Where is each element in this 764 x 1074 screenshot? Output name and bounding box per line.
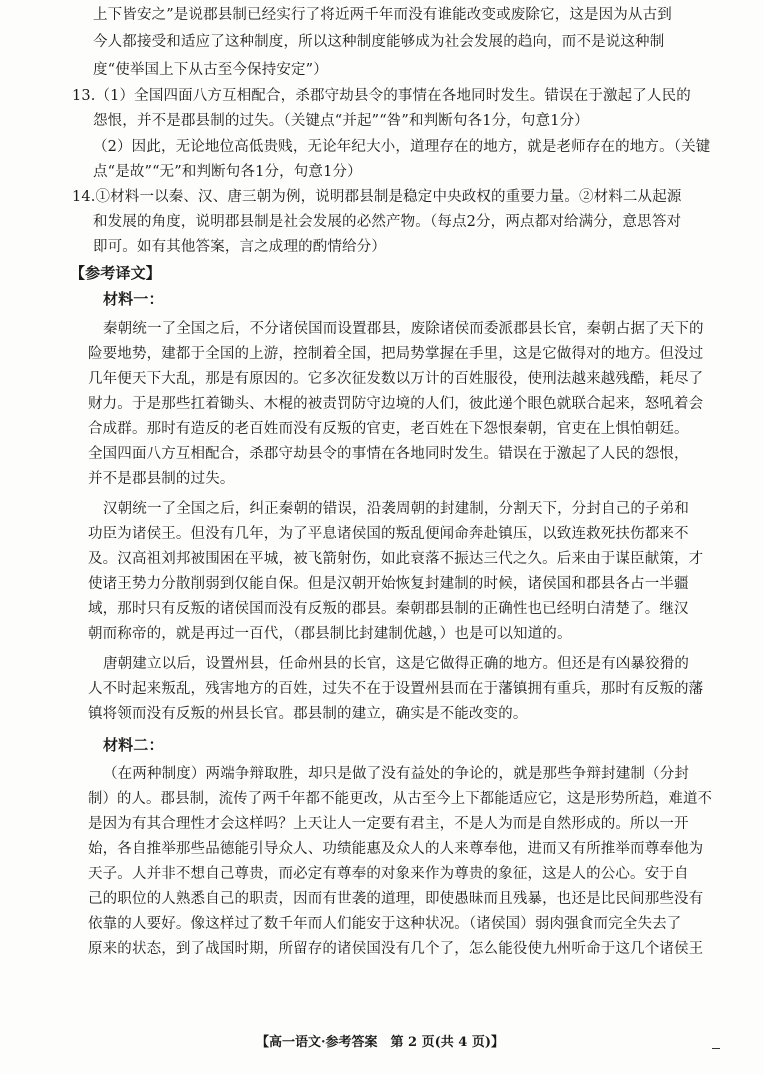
answer-12-line: 今人都接受和适应了这种制度，所以这种制度能够成为社会发展的趋向，而不是说这种制 [93,34,665,50]
answer-12-line: 度“使举国上下从古至今保持安定”） [93,62,328,78]
translation-line: 镇将领而没有反叛的州县长官。郡县制的建立，确实是不能改变的。 [88,706,528,722]
translation-line: 原来的状态，到了战国时期，所留存的诸侯国没有几个了，怎么能役使九州听命于这几个诸侯王 [88,941,704,957]
answer-14-line: 14.①材料一以秦、汉、唐三朝为例，说明郡县制是稳定中央政权的重要力量。②材料二从起源 [72,189,682,205]
translation-line: 险要地势，建都于全国的上游，控制着全国，把局势掌握在手里，这是它做得对的地方。但没过 [88,346,704,362]
material1-title: 材料一： [103,290,164,308]
translation-line: 全国四面八方互相配合，杀郡守劫县令的事情在各地同时发生。错误在于激起了人民的怨恨， [88,446,689,462]
page-footer: 【高一语文·参考答案 第 2 页(共 4 页)】 [255,1035,505,1050]
footer-dash [712,1048,720,1049]
translation-line: 域，那时只有反叛的诸侯国而没有反叛的郡县。秦朝郡县制的正确性也已经明白清楚了。继汉 [88,601,689,617]
translation-line: 依靠的人要好。像这样过了数千年而人们能安于这种状况。（诸侯国）弱肉强食而完全失去了 [88,916,682,932]
translation-line: 始，各自推举那些品德能引导众人、功绩能惠及众人的人来尊奉他，进而又有所推举而尊奉他为 [88,841,704,857]
translation-line: 唐朝建立以后，设置州县，任命州县的长官，这是它做得正确的地方。但还是有凶暴狡猾的 [103,656,689,672]
translation-line: 制）的人。郡县制，流传了两千年都不能更改，从古至今上下都能适应它，这是形势所趋，难道不 [88,791,712,807]
translation-heading: 【参考译文】 [70,264,161,282]
answer-14-line: 和发展的角度，说明郡县制是社会发展的必然产物。（每点2分，两点都对给满分，意思答对 [93,214,682,230]
translation-line: 是因为有其合理性才会这样吗？上天让人一定要有君主，不是人为而是自然形成的。所以一开 [88,816,689,832]
translation-line: 人不时起来叛乱，残害地方的百姓，过失不在于设置州县而在于藩镇拥有重兵，那时有反叛的藩 [88,681,704,697]
translation-line: 汉朝统一了全国之后，纠正秦朝的错误，沿袭周朝的封建制，分割天下，分封自己的子弟和 [103,501,689,517]
answer-13-line: 点“是故”“无”和判断句各1分，句意1分） [93,164,362,180]
answer-14-line: 即可。如有其他答案，言之成理的酌情给分） [93,239,386,255]
translation-line: 几年便天下大乱，那是有原因的。它多次征发数以万计的百姓服役，使刑法越来越残酷，耗尽了 [88,371,704,387]
translation-line: （在两种制度）两端争辩取胜，却只是做了没有益处的争论的，就是那些争辩封建制（分封 [103,766,689,782]
material2-title: 材料二： [103,736,164,754]
answer-13-line: 13.（1）全国四面八方互相配合，杀郡守劫县令的事情在各地同时发生。错误在于激起了人民的 [72,88,691,104]
translation-line: 及。汉高祖刘邦被围困在平城，被飞箭射伤，如此衰落不振达三代之久。后来由于谋臣献策，才 [88,551,704,567]
translation-line: 天子。人并非不想自己尊贵，而必定有尊奉的对象来作为尊贵的象征，这是人的公心。安于自 [88,866,689,882]
answer-12-line: 上下皆安之”是说郡县制已经实行了将近两千年而没有谁能改变或废除它，这是因为从古到 [93,7,672,23]
translation-line: 己的职位的人熟悉自己的职责，因而有世袭的道理，即使愚昧而且残暴，也还是比民间那些没有 [88,891,704,907]
translation-line: 朝而称帝的，就是再过一百代，（郡县制比封建制优越，）也是可以知道的。 [88,626,572,642]
answer-13-line: 怨恨，并不是郡县制的过失。（关键点“并起”“咎”和判断句各1分，句意1分） [93,113,589,129]
translation-line: 并不是郡县制的过失。 [88,471,235,487]
translation-line: 使诸王势力分散削弱到仅能自保。但是汉朝开始恢复封建制的时候，诸侯国和郡县各占一半疆 [88,576,689,592]
translation-line: 秦朝统一了全国之后，不分诸侯国而设置郡县，废除诸侯而委派郡县长官，秦朝占据了天下的 [103,321,704,337]
translation-line: 合成群。那时有造反的老百姓而没有反叛的官吏，老百姓在下怨恨秦朝，官吏在上惧怕朝廷。 [88,421,689,437]
translation-line: 功臣为诸侯王。但没有几年，为了平息诸侯国的叛乱便闻命奔赴镇压，以致连救死扶伤都来不 [88,526,689,542]
answer-13-line: （2）因此，无论地位高低贵贱，无论年纪大小，道理存在的地方，就是老师存在的地方。（关键 [93,139,711,155]
translation-line: 财力。于是那些扛着锄头、木棍的被责罚防守边境的人们，彼此递个眼色就联合起来，怒吼着会 [88,396,704,412]
